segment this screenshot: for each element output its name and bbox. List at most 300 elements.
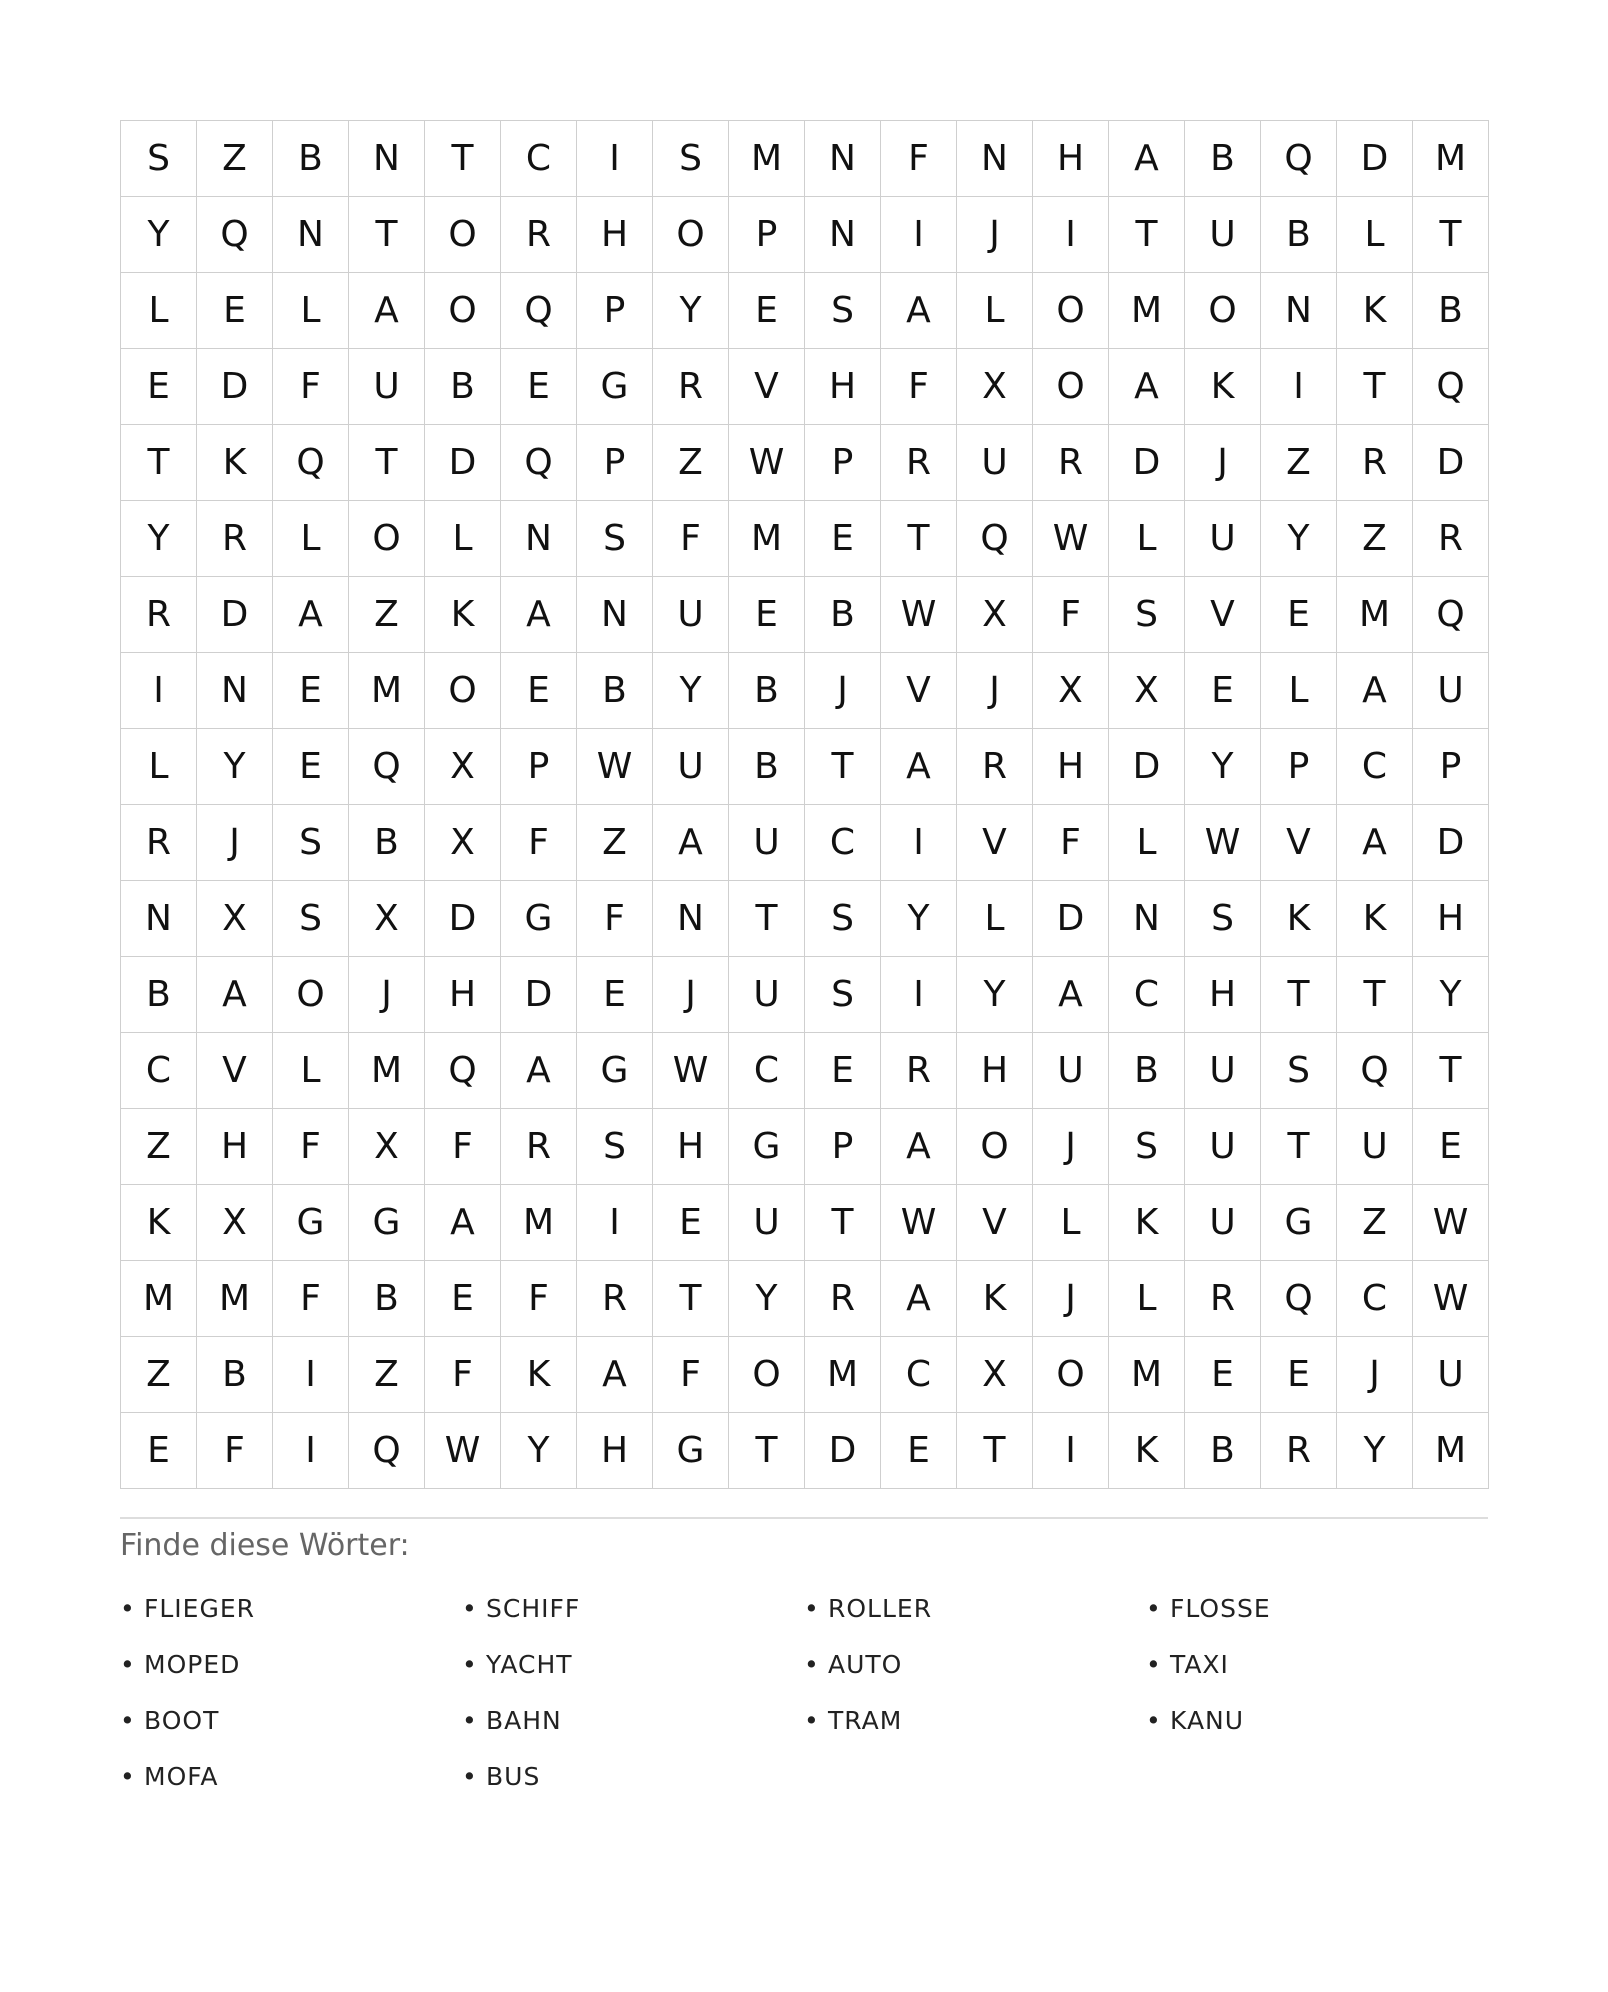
grid-cell[interactable]: A xyxy=(881,1109,957,1185)
grid-cell[interactable]: V xyxy=(197,1033,273,1109)
grid-cell[interactable]: U xyxy=(653,729,729,805)
grid-cell[interactable]: C xyxy=(881,1337,957,1413)
grid-cell[interactable]: D xyxy=(805,1413,881,1489)
grid-cell[interactable]: W xyxy=(881,1185,957,1261)
grid-cell[interactable]: O xyxy=(729,1337,805,1413)
grid-cell[interactable]: P xyxy=(1413,729,1489,805)
grid-cell[interactable]: N xyxy=(1109,881,1185,957)
grid-cell[interactable]: B xyxy=(273,121,349,197)
grid-cell[interactable]: U xyxy=(1185,1185,1261,1261)
grid-cell[interactable]: Q xyxy=(1413,349,1489,425)
grid-cell[interactable]: J xyxy=(1337,1337,1413,1413)
grid-cell[interactable]: Y xyxy=(1185,729,1261,805)
grid-cell[interactable]: R xyxy=(197,501,273,577)
grid-cell[interactable]: N xyxy=(957,121,1033,197)
grid-cell[interactable]: Y xyxy=(197,729,273,805)
grid-cell[interactable]: X xyxy=(349,881,425,957)
grid-cell[interactable]: O xyxy=(349,501,425,577)
grid-cell[interactable]: R xyxy=(1033,425,1109,501)
grid-cell[interactable]: A xyxy=(881,729,957,805)
grid-cell[interactable]: J xyxy=(1033,1261,1109,1337)
grid-cell[interactable]: K xyxy=(1261,881,1337,957)
grid-cell[interactable]: K xyxy=(197,425,273,501)
grid-cell[interactable]: D xyxy=(425,881,501,957)
grid-cell[interactable]: A xyxy=(1337,805,1413,881)
grid-cell[interactable]: H xyxy=(197,1109,273,1185)
grid-cell[interactable]: G xyxy=(577,349,653,425)
grid-cell[interactable]: M xyxy=(501,1185,577,1261)
grid-cell[interactable]: S xyxy=(121,121,197,197)
grid-cell[interactable]: I xyxy=(881,197,957,273)
grid-cell[interactable]: I xyxy=(121,653,197,729)
grid-cell[interactable]: S xyxy=(805,957,881,1033)
grid-cell[interactable]: X xyxy=(425,729,501,805)
grid-cell[interactable]: Y xyxy=(1261,501,1337,577)
grid-cell[interactable]: K xyxy=(501,1337,577,1413)
grid-cell[interactable]: U xyxy=(1185,1109,1261,1185)
grid-cell[interactable]: I xyxy=(1261,349,1337,425)
grid-cell[interactable]: G xyxy=(729,1109,805,1185)
grid-cell[interactable]: N xyxy=(273,197,349,273)
grid-cell[interactable]: W xyxy=(425,1413,501,1489)
grid-cell[interactable]: P xyxy=(577,425,653,501)
grid-cell[interactable]: H xyxy=(957,1033,1033,1109)
grid-cell[interactable]: E xyxy=(1185,653,1261,729)
grid-cell[interactable]: H xyxy=(425,957,501,1033)
grid-cell[interactable]: G xyxy=(349,1185,425,1261)
grid-cell[interactable]: T xyxy=(881,501,957,577)
grid-cell[interactable]: T xyxy=(1413,1033,1489,1109)
grid-cell[interactable]: X xyxy=(957,349,1033,425)
grid-cell[interactable]: C xyxy=(1109,957,1185,1033)
grid-cell[interactable]: F xyxy=(1033,577,1109,653)
grid-cell[interactable]: R xyxy=(881,1033,957,1109)
grid-cell[interactable]: Z xyxy=(653,425,729,501)
grid-cell[interactable]: H xyxy=(1413,881,1489,957)
grid-cell[interactable]: A xyxy=(881,1261,957,1337)
grid-cell[interactable]: U xyxy=(349,349,425,425)
grid-cell[interactable]: R xyxy=(805,1261,881,1337)
grid-cell[interactable]: R xyxy=(1261,1413,1337,1489)
grid-cell[interactable]: Q xyxy=(425,1033,501,1109)
grid-cell[interactable]: U xyxy=(1413,1337,1489,1413)
grid-cell[interactable]: V xyxy=(957,805,1033,881)
grid-cell[interactable]: B xyxy=(197,1337,273,1413)
grid-cell[interactable]: I xyxy=(881,805,957,881)
grid-cell[interactable]: T xyxy=(729,1413,805,1489)
grid-cell[interactable]: T xyxy=(121,425,197,501)
grid-cell[interactable]: T xyxy=(349,425,425,501)
grid-cell[interactable]: I xyxy=(273,1337,349,1413)
grid-cell[interactable]: O xyxy=(957,1109,1033,1185)
grid-cell[interactable]: P xyxy=(805,425,881,501)
grid-cell[interactable]: J xyxy=(197,805,273,881)
grid-cell[interactable]: X xyxy=(197,881,273,957)
grid-cell[interactable]: T xyxy=(425,121,501,197)
grid-cell[interactable]: T xyxy=(653,1261,729,1337)
grid-cell[interactable]: U xyxy=(729,1185,805,1261)
grid-cell[interactable]: R xyxy=(501,1109,577,1185)
grid-cell[interactable]: J xyxy=(957,653,1033,729)
grid-cell[interactable]: S xyxy=(1261,1033,1337,1109)
grid-cell[interactable]: A xyxy=(1337,653,1413,729)
grid-cell[interactable]: J xyxy=(1033,1109,1109,1185)
grid-cell[interactable]: A xyxy=(1109,349,1185,425)
grid-cell[interactable]: Z xyxy=(349,577,425,653)
grid-cell[interactable]: M xyxy=(1109,273,1185,349)
grid-cell[interactable]: X xyxy=(957,1337,1033,1413)
grid-cell[interactable]: X xyxy=(1033,653,1109,729)
grid-cell[interactable]: U xyxy=(1185,1033,1261,1109)
grid-cell[interactable]: P xyxy=(729,197,805,273)
grid-cell[interactable]: R xyxy=(121,577,197,653)
grid-cell[interactable]: H xyxy=(1033,729,1109,805)
grid-cell[interactable]: K xyxy=(1185,349,1261,425)
grid-cell[interactable]: G xyxy=(1261,1185,1337,1261)
grid-cell[interactable]: V xyxy=(881,653,957,729)
grid-cell[interactable]: I xyxy=(577,1185,653,1261)
grid-cell[interactable]: E xyxy=(197,273,273,349)
grid-cell[interactable]: X xyxy=(957,577,1033,653)
grid-cell[interactable]: A xyxy=(425,1185,501,1261)
grid-cell[interactable]: Q xyxy=(197,197,273,273)
grid-cell[interactable]: T xyxy=(1337,957,1413,1033)
grid-cell[interactable]: S xyxy=(577,501,653,577)
grid-cell[interactable]: E xyxy=(501,653,577,729)
grid-cell[interactable]: O xyxy=(1033,349,1109,425)
grid-cell[interactable]: F xyxy=(881,121,957,197)
grid-cell[interactable]: F xyxy=(273,1261,349,1337)
grid-cell[interactable]: C xyxy=(729,1033,805,1109)
grid-cell[interactable]: L xyxy=(1261,653,1337,729)
grid-cell[interactable]: R xyxy=(1337,425,1413,501)
grid-cell[interactable]: N xyxy=(653,881,729,957)
grid-cell[interactable]: K xyxy=(1109,1413,1185,1489)
grid-cell[interactable]: B xyxy=(1261,197,1337,273)
grid-cell[interactable]: B xyxy=(1413,273,1489,349)
grid-cell[interactable]: Y xyxy=(121,501,197,577)
grid-cell[interactable]: D xyxy=(1413,805,1489,881)
grid-cell[interactable]: W xyxy=(1185,805,1261,881)
grid-cell[interactable]: A xyxy=(349,273,425,349)
grid-cell[interactable]: V xyxy=(1261,805,1337,881)
grid-cell[interactable]: D xyxy=(197,577,273,653)
grid-cell[interactable]: U xyxy=(957,425,1033,501)
grid-cell[interactable]: M xyxy=(197,1261,273,1337)
grid-cell[interactable]: P xyxy=(805,1109,881,1185)
grid-cell[interactable]: I xyxy=(273,1413,349,1489)
grid-cell[interactable]: R xyxy=(1185,1261,1261,1337)
grid-cell[interactable]: S xyxy=(653,121,729,197)
grid-cell[interactable]: S xyxy=(1185,881,1261,957)
grid-cell[interactable]: A xyxy=(1033,957,1109,1033)
grid-cell[interactable]: L xyxy=(1109,501,1185,577)
grid-cell[interactable]: Y xyxy=(881,881,957,957)
grid-cell[interactable]: F xyxy=(577,881,653,957)
grid-cell[interactable]: W xyxy=(1033,501,1109,577)
grid-cell[interactable]: T xyxy=(805,1185,881,1261)
grid-cell[interactable]: D xyxy=(1109,729,1185,805)
grid-cell[interactable]: M xyxy=(1413,121,1489,197)
grid-cell[interactable]: D xyxy=(1109,425,1185,501)
grid-cell[interactable]: S xyxy=(577,1109,653,1185)
grid-cell[interactable]: F xyxy=(501,805,577,881)
grid-cell[interactable]: J xyxy=(1185,425,1261,501)
grid-cell[interactable]: D xyxy=(1033,881,1109,957)
grid-cell[interactable]: Q xyxy=(1337,1033,1413,1109)
grid-cell[interactable]: B xyxy=(349,805,425,881)
grid-cell[interactable]: L xyxy=(273,273,349,349)
grid-cell[interactable]: B xyxy=(349,1261,425,1337)
grid-cell[interactable]: N xyxy=(577,577,653,653)
grid-cell[interactable]: N xyxy=(349,121,425,197)
grid-cell[interactable]: N xyxy=(1261,273,1337,349)
grid-cell[interactable]: O xyxy=(273,957,349,1033)
grid-cell[interactable]: I xyxy=(881,957,957,1033)
grid-cell[interactable]: Y xyxy=(1413,957,1489,1033)
grid-cell[interactable]: B xyxy=(805,577,881,653)
grid-cell[interactable]: F xyxy=(653,501,729,577)
grid-cell[interactable]: L xyxy=(121,729,197,805)
grid-cell[interactable]: Q xyxy=(349,729,425,805)
grid-cell[interactable]: R xyxy=(501,197,577,273)
grid-cell[interactable]: I xyxy=(1033,1413,1109,1489)
grid-cell[interactable]: N xyxy=(501,501,577,577)
grid-cell[interactable]: H xyxy=(1185,957,1261,1033)
grid-cell[interactable]: Q xyxy=(273,425,349,501)
grid-cell[interactable]: J xyxy=(957,197,1033,273)
grid-cell[interactable]: T xyxy=(1337,349,1413,425)
grid-cell[interactable]: E xyxy=(501,349,577,425)
grid-cell[interactable]: H xyxy=(805,349,881,425)
grid-cell[interactable]: X xyxy=(197,1185,273,1261)
grid-cell[interactable]: U xyxy=(1413,653,1489,729)
grid-cell[interactable]: X xyxy=(425,805,501,881)
grid-cell[interactable]: V xyxy=(729,349,805,425)
grid-cell[interactable]: A xyxy=(1109,121,1185,197)
grid-cell[interactable]: G xyxy=(577,1033,653,1109)
grid-cell[interactable]: D xyxy=(425,425,501,501)
grid-cell[interactable]: K xyxy=(1109,1185,1185,1261)
grid-cell[interactable]: P xyxy=(577,273,653,349)
grid-cell[interactable]: Z xyxy=(1337,501,1413,577)
grid-cell[interactable]: M xyxy=(121,1261,197,1337)
grid-cell[interactable]: O xyxy=(1185,273,1261,349)
grid-cell[interactable]: L xyxy=(957,881,1033,957)
grid-cell[interactable]: S xyxy=(805,273,881,349)
grid-cell[interactable]: S xyxy=(273,805,349,881)
grid-cell[interactable]: I xyxy=(1033,197,1109,273)
grid-cell[interactable]: E xyxy=(1413,1109,1489,1185)
grid-cell[interactable]: L xyxy=(1337,197,1413,273)
grid-cell[interactable]: Y xyxy=(501,1413,577,1489)
grid-cell[interactable]: T xyxy=(349,197,425,273)
grid-cell[interactable]: M xyxy=(729,501,805,577)
grid-cell[interactable]: C xyxy=(805,805,881,881)
grid-cell[interactable]: F xyxy=(1033,805,1109,881)
grid-cell[interactable]: E xyxy=(1261,577,1337,653)
grid-cell[interactable]: U xyxy=(1337,1109,1413,1185)
grid-cell[interactable]: H xyxy=(577,1413,653,1489)
grid-cell[interactable]: Q xyxy=(501,273,577,349)
grid-cell[interactable]: R xyxy=(577,1261,653,1337)
grid-cell[interactable]: B xyxy=(121,957,197,1033)
grid-cell[interactable]: J xyxy=(805,653,881,729)
grid-cell[interactable]: Q xyxy=(1261,121,1337,197)
grid-cell[interactable]: H xyxy=(653,1109,729,1185)
grid-cell[interactable]: E xyxy=(805,501,881,577)
grid-cell[interactable]: B xyxy=(729,653,805,729)
grid-cell[interactable]: F xyxy=(501,1261,577,1337)
grid-cell[interactable]: K xyxy=(1337,881,1413,957)
grid-cell[interactable]: F xyxy=(881,349,957,425)
grid-cell[interactable]: F xyxy=(425,1337,501,1413)
grid-cell[interactable]: L xyxy=(1033,1185,1109,1261)
grid-cell[interactable]: K xyxy=(121,1185,197,1261)
grid-cell[interactable]: L xyxy=(957,273,1033,349)
grid-cell[interactable]: Z xyxy=(197,121,273,197)
grid-cell[interactable]: U xyxy=(729,957,805,1033)
grid-cell[interactable]: B xyxy=(1185,121,1261,197)
grid-cell[interactable]: A xyxy=(273,577,349,653)
grid-cell[interactable]: O xyxy=(1033,273,1109,349)
grid-cell[interactable]: Z xyxy=(121,1337,197,1413)
grid-cell[interactable]: E xyxy=(273,729,349,805)
grid-cell[interactable]: D xyxy=(1337,121,1413,197)
grid-cell[interactable]: U xyxy=(1185,501,1261,577)
grid-cell[interactable]: U xyxy=(1033,1033,1109,1109)
grid-cell[interactable]: H xyxy=(1033,121,1109,197)
grid-cell[interactable]: W xyxy=(1413,1185,1489,1261)
grid-cell[interactable]: U xyxy=(653,577,729,653)
grid-cell[interactable]: H xyxy=(577,197,653,273)
grid-cell[interactable]: Y xyxy=(653,273,729,349)
grid-cell[interactable]: M xyxy=(805,1337,881,1413)
grid-cell[interactable]: Z xyxy=(1261,425,1337,501)
grid-cell[interactable]: E xyxy=(805,1033,881,1109)
grid-cell[interactable]: E xyxy=(121,1413,197,1489)
grid-cell[interactable]: E xyxy=(121,349,197,425)
grid-cell[interactable]: S xyxy=(1109,1109,1185,1185)
grid-cell[interactable]: W xyxy=(577,729,653,805)
grid-cell[interactable]: T xyxy=(729,881,805,957)
grid-cell[interactable]: S xyxy=(273,881,349,957)
grid-cell[interactable]: G xyxy=(501,881,577,957)
grid-cell[interactable]: D xyxy=(501,957,577,1033)
grid-cell[interactable]: Q xyxy=(1413,577,1489,653)
grid-cell[interactable]: O xyxy=(1033,1337,1109,1413)
grid-cell[interactable]: W xyxy=(653,1033,729,1109)
grid-cell[interactable]: B xyxy=(577,653,653,729)
grid-cell[interactable]: N xyxy=(197,653,273,729)
grid-cell[interactable]: X xyxy=(1109,653,1185,729)
grid-cell[interactable]: T xyxy=(805,729,881,805)
grid-cell[interactable]: B xyxy=(729,729,805,805)
grid-cell[interactable]: L xyxy=(121,273,197,349)
grid-cell[interactable]: G xyxy=(273,1185,349,1261)
grid-cell[interactable]: Y xyxy=(1337,1413,1413,1489)
grid-cell[interactable]: J xyxy=(349,957,425,1033)
grid-cell[interactable]: T xyxy=(957,1413,1033,1489)
grid-cell[interactable]: Q xyxy=(957,501,1033,577)
grid-cell[interactable]: A xyxy=(881,273,957,349)
grid-cell[interactable]: M xyxy=(729,121,805,197)
grid-cell[interactable]: B xyxy=(1109,1033,1185,1109)
grid-cell[interactable]: M xyxy=(349,653,425,729)
grid-cell[interactable]: C xyxy=(1337,1261,1413,1337)
grid-cell[interactable]: N xyxy=(805,197,881,273)
grid-cell[interactable]: K xyxy=(425,577,501,653)
grid-cell[interactable]: T xyxy=(1413,197,1489,273)
grid-cell[interactable]: Z xyxy=(349,1337,425,1413)
grid-cell[interactable]: E xyxy=(1261,1337,1337,1413)
grid-cell[interactable]: N xyxy=(121,881,197,957)
grid-cell[interactable]: M xyxy=(1109,1337,1185,1413)
grid-cell[interactable]: Y xyxy=(653,653,729,729)
grid-cell[interactable]: M xyxy=(349,1033,425,1109)
grid-cell[interactable]: K xyxy=(957,1261,1033,1337)
grid-cell[interactable]: E xyxy=(1185,1337,1261,1413)
grid-cell[interactable]: E xyxy=(425,1261,501,1337)
grid-cell[interactable]: T xyxy=(1261,957,1337,1033)
grid-cell[interactable]: A xyxy=(501,577,577,653)
grid-cell[interactable]: F xyxy=(425,1109,501,1185)
grid-cell[interactable]: S xyxy=(805,881,881,957)
grid-cell[interactable]: Q xyxy=(1261,1261,1337,1337)
grid-cell[interactable]: V xyxy=(1185,577,1261,653)
grid-cell[interactable]: Y xyxy=(957,957,1033,1033)
grid-cell[interactable]: R xyxy=(1413,501,1489,577)
grid-cell[interactable]: A xyxy=(577,1337,653,1413)
grid-cell[interactable]: O xyxy=(425,197,501,273)
grid-cell[interactable]: L xyxy=(1109,1261,1185,1337)
grid-cell[interactable]: C xyxy=(501,121,577,197)
grid-cell[interactable]: R xyxy=(121,805,197,881)
grid-cell[interactable]: E xyxy=(653,1185,729,1261)
grid-cell[interactable]: T xyxy=(1109,197,1185,273)
grid-cell[interactable]: C xyxy=(121,1033,197,1109)
grid-cell[interactable]: F xyxy=(197,1413,273,1489)
grid-cell[interactable]: O xyxy=(653,197,729,273)
grid-cell[interactable]: Y xyxy=(729,1261,805,1337)
grid-cell[interactable]: V xyxy=(957,1185,1033,1261)
grid-cell[interactable]: R xyxy=(957,729,1033,805)
grid-cell[interactable]: X xyxy=(349,1109,425,1185)
grid-cell[interactable]: E xyxy=(577,957,653,1033)
grid-cell[interactable]: W xyxy=(729,425,805,501)
grid-cell[interactable]: Z xyxy=(1337,1185,1413,1261)
grid-cell[interactable]: R xyxy=(653,349,729,425)
grid-cell[interactable]: Z xyxy=(577,805,653,881)
grid-cell[interactable]: S xyxy=(1109,577,1185,653)
grid-cell[interactable]: E xyxy=(729,577,805,653)
grid-cell[interactable]: O xyxy=(425,653,501,729)
grid-cell[interactable]: D xyxy=(197,349,273,425)
grid-cell[interactable]: F xyxy=(273,1109,349,1185)
grid-cell[interactable]: B xyxy=(1185,1413,1261,1489)
grid-cell[interactable]: A xyxy=(197,957,273,1033)
grid-cell[interactable]: Q xyxy=(501,425,577,501)
grid-cell[interactable]: O xyxy=(425,273,501,349)
grid-cell[interactable]: E xyxy=(881,1413,957,1489)
grid-cell[interactable]: G xyxy=(653,1413,729,1489)
grid-cell[interactable]: T xyxy=(1261,1109,1337,1185)
grid-cell[interactable]: E xyxy=(729,273,805,349)
grid-cell[interactable]: W xyxy=(1413,1261,1489,1337)
grid-cell[interactable]: M xyxy=(1337,577,1413,653)
grid-cell[interactable]: P xyxy=(1261,729,1337,805)
grid-cell[interactable]: J xyxy=(653,957,729,1033)
